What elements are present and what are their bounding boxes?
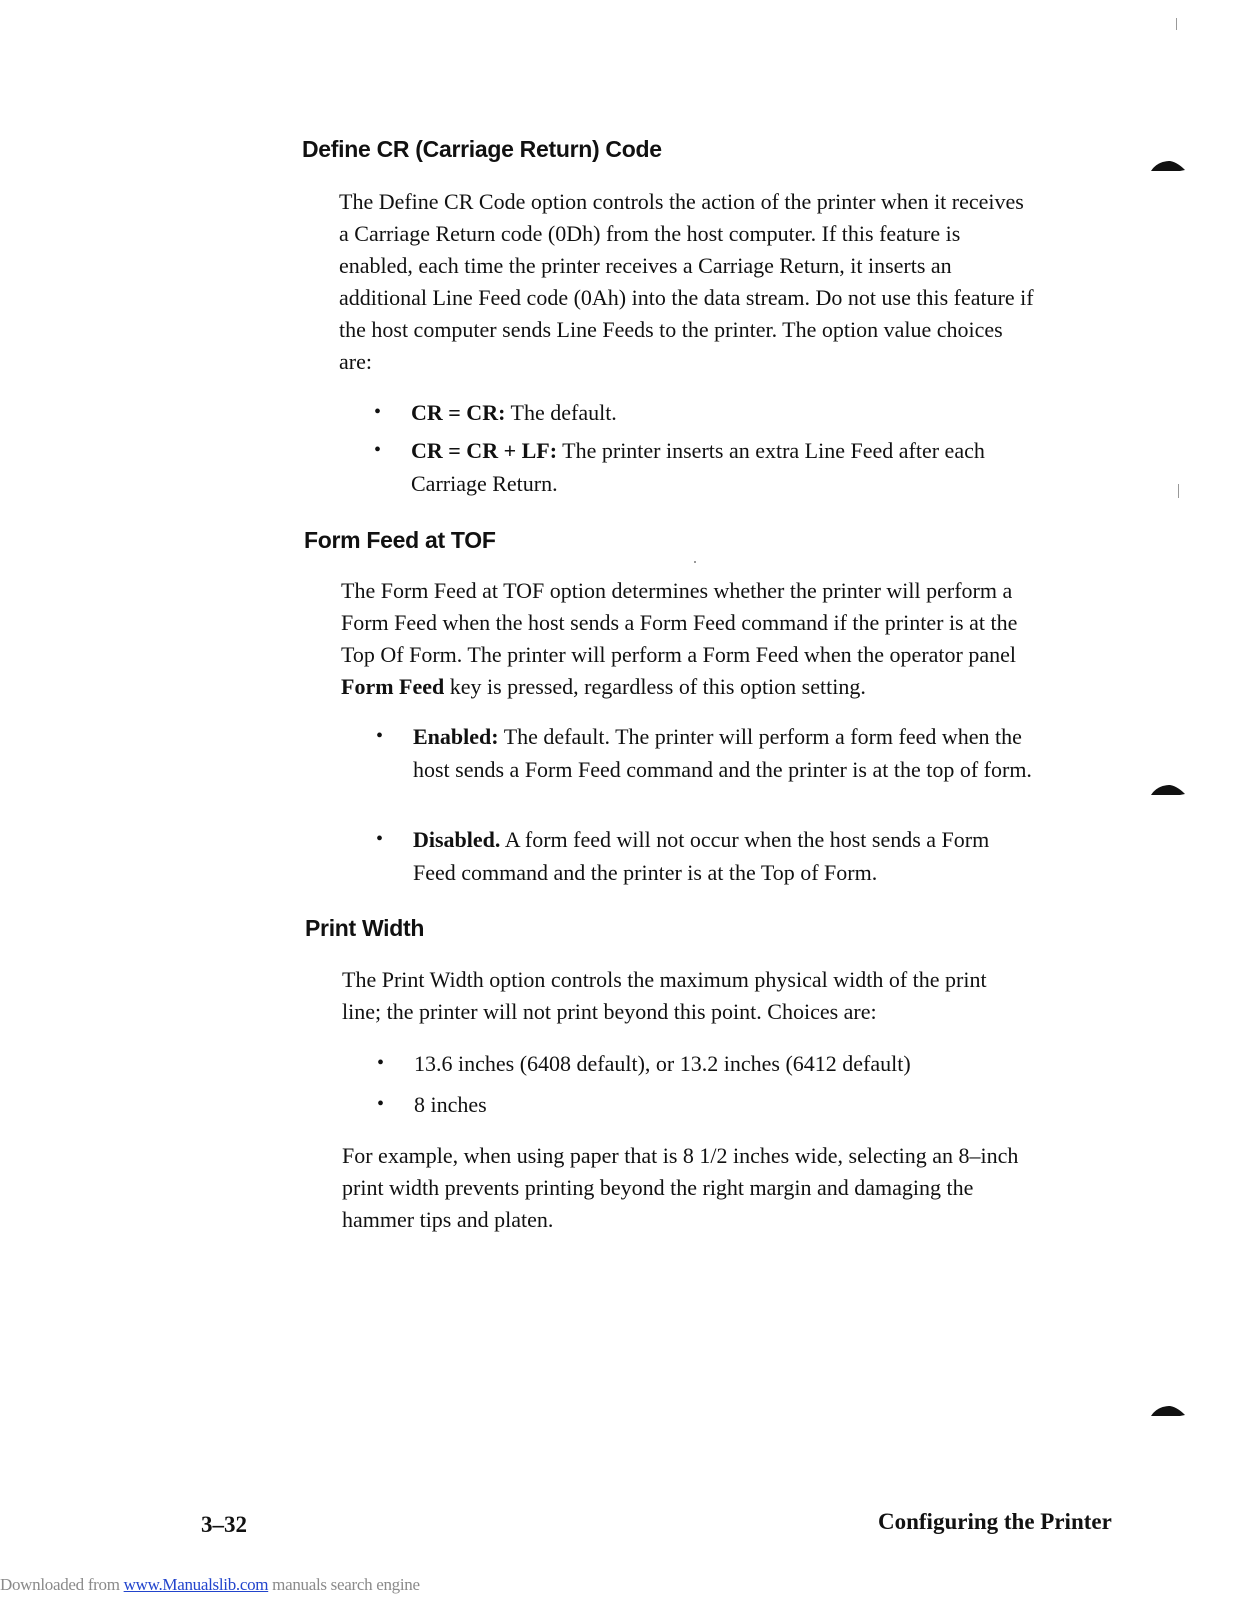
bullet-term: Disabled. [413,827,501,852]
bullet-icon: • [377,1093,385,1115]
bullet-term: CR = CR: [411,400,506,425]
list-item [376,823,1013,889]
bullet-icon: • [374,401,382,423]
list-item [374,434,1011,500]
section-heading-print-width: Print Width [305,915,425,941]
edge-tab-mark-icon [1150,1405,1186,1417]
bullet-icon: • [376,725,384,747]
edge-tab-mark-icon [1150,784,1186,796]
bullet-text: 13.6 inches (6408 default), or 13.2 inches (6412 default) [414,1051,911,1076]
scan-speck [694,561,696,563]
section-heading-define-cr: Define CR (Carriage Return) Code [302,136,662,162]
paragraph-text: The Form Feed at TOF option determines whether the printer will perform a Form Feed when the host sends a Form Feed command if the printer is at the Top Of Form. The printer will perform a Form Feed when the operator panel [341,578,1018,667]
manualslib-link[interactable]: www.Manualslib.com [123,1575,269,1594]
paragraph-text: key is pressed, regardless of this option setting. [444,674,866,699]
bullet-text: The default. [505,400,617,425]
download-prefix: Downloaded from [0,1575,124,1594]
bullet-term: CR = CR + LF: [411,438,558,463]
list-item [377,1047,1034,1080]
bullet-text: 8 inches [414,1092,487,1117]
section-paragraph-form-feed [341,575,1031,703]
section-paragraph-define-cr: The Define CR Code option controls the action of the printer when it receives a Carriage Return code (0Dh) from the host computer. If this feature is enabled, each time the printer receives a Carriage Return, it inserts an additional Line Feed code (0Ah) into the data stream. Do not use this feature if the host computer sends Line Feeds to the printer. The option value choices are: [339,189,1034,374]
bullet-term: Enabled: [413,724,499,749]
bullet-icon: • [374,439,382,461]
closing-paragraph: For example, when using paper that is 8 1/2 inches wide, selecting an 8–inch print width prevents printing beyond the right margin and damaging the hammer tips and platen. [342,1143,1019,1232]
bullet-icon: • [376,828,384,850]
scan-speck [1176,18,1177,30]
bullet-text: The default. The printer will perform a form feed when the host sends a Form Feed command and the printer is at the top of form. [413,724,1032,782]
page-number: 3–32 [201,1512,247,1537]
scan-speck [1178,484,1179,498]
bullet-text: A form feed will not occur when the host sends a Form Feed command and the printer is at the Top of Form. [413,827,990,885]
list-item [376,720,1033,786]
chapter-title: Configuring the Printer [878,1509,1112,1534]
list-item [377,1088,1034,1121]
bullet-icon: • [377,1052,385,1074]
download-suffix: manuals search engine [268,1575,420,1594]
download-line [0,1575,420,1595]
section-paragraph-print-width: The Print Width option controls the maximum physical width of the print line; the printer will not print beyond this point. Choices are: [342,967,987,1024]
edge-tab-mark-icon [1150,160,1186,172]
form-feed-key-label: Form Feed [341,674,445,699]
list-item [374,396,1031,429]
section-heading-form-feed: Form Feed at TOF [304,527,496,553]
bullet-text: The printer inserts an extra Line Feed after each Carriage Return. [411,438,985,496]
